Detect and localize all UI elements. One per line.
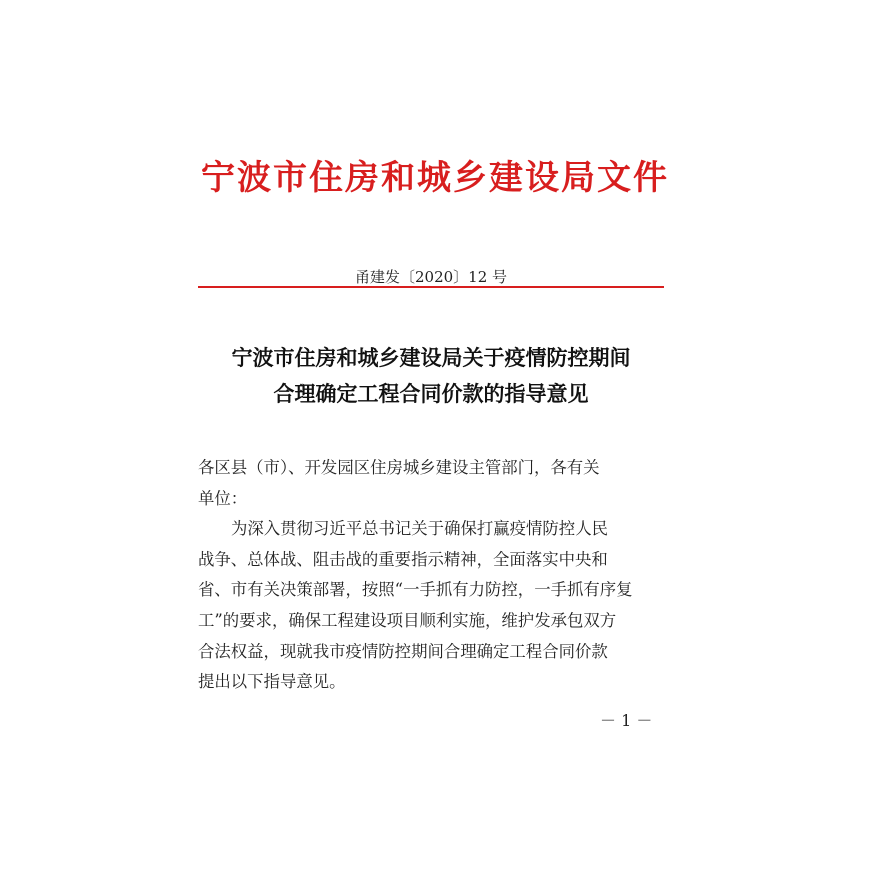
- document-title-line-2: 合理确定工程合同价款的指导意见: [273, 382, 589, 406]
- red-separator-line: [198, 286, 664, 288]
- document-title-line-1: 宁波市住房和城乡建设局关于疫情防控期间: [231, 346, 631, 370]
- paragraph-line-2: 战争、总体战、阻击战的重要指示精神，全面落实中央和: [198, 549, 608, 569]
- addressee-line-1: 各区县（市）、开发园区住房城乡建设主管部门，各有关: [198, 458, 600, 477]
- paragraph-line-4: 工”的要求，确保工程建设项目顺利实施，维护发承包双方: [198, 610, 617, 630]
- paragraph-line-6: 提出以下指导意见。: [198, 672, 346, 692]
- paragraph-line-5: 合法权益，现就我市疫情防控期间合理确定工程合同价款: [198, 641, 608, 661]
- issuer-header-title: 宁波市住房和城乡建设局文件: [201, 158, 669, 198]
- document-title: [198, 340, 664, 412]
- paragraph-line-1: 为深入贯彻习近平总书记关于确保打赢疫情防控人民: [231, 519, 608, 539]
- addressee-line-2: 单位：: [198, 488, 248, 508]
- document-body: [198, 453, 678, 698]
- paragraph-line-3: 省、市有关决策部署，按照“一手抓有力防控，一手抓有序复: [198, 580, 633, 600]
- page-number: － 1 －: [600, 711, 653, 730]
- document-number: 甬建发〔2020〕12 号: [354, 268, 508, 286]
